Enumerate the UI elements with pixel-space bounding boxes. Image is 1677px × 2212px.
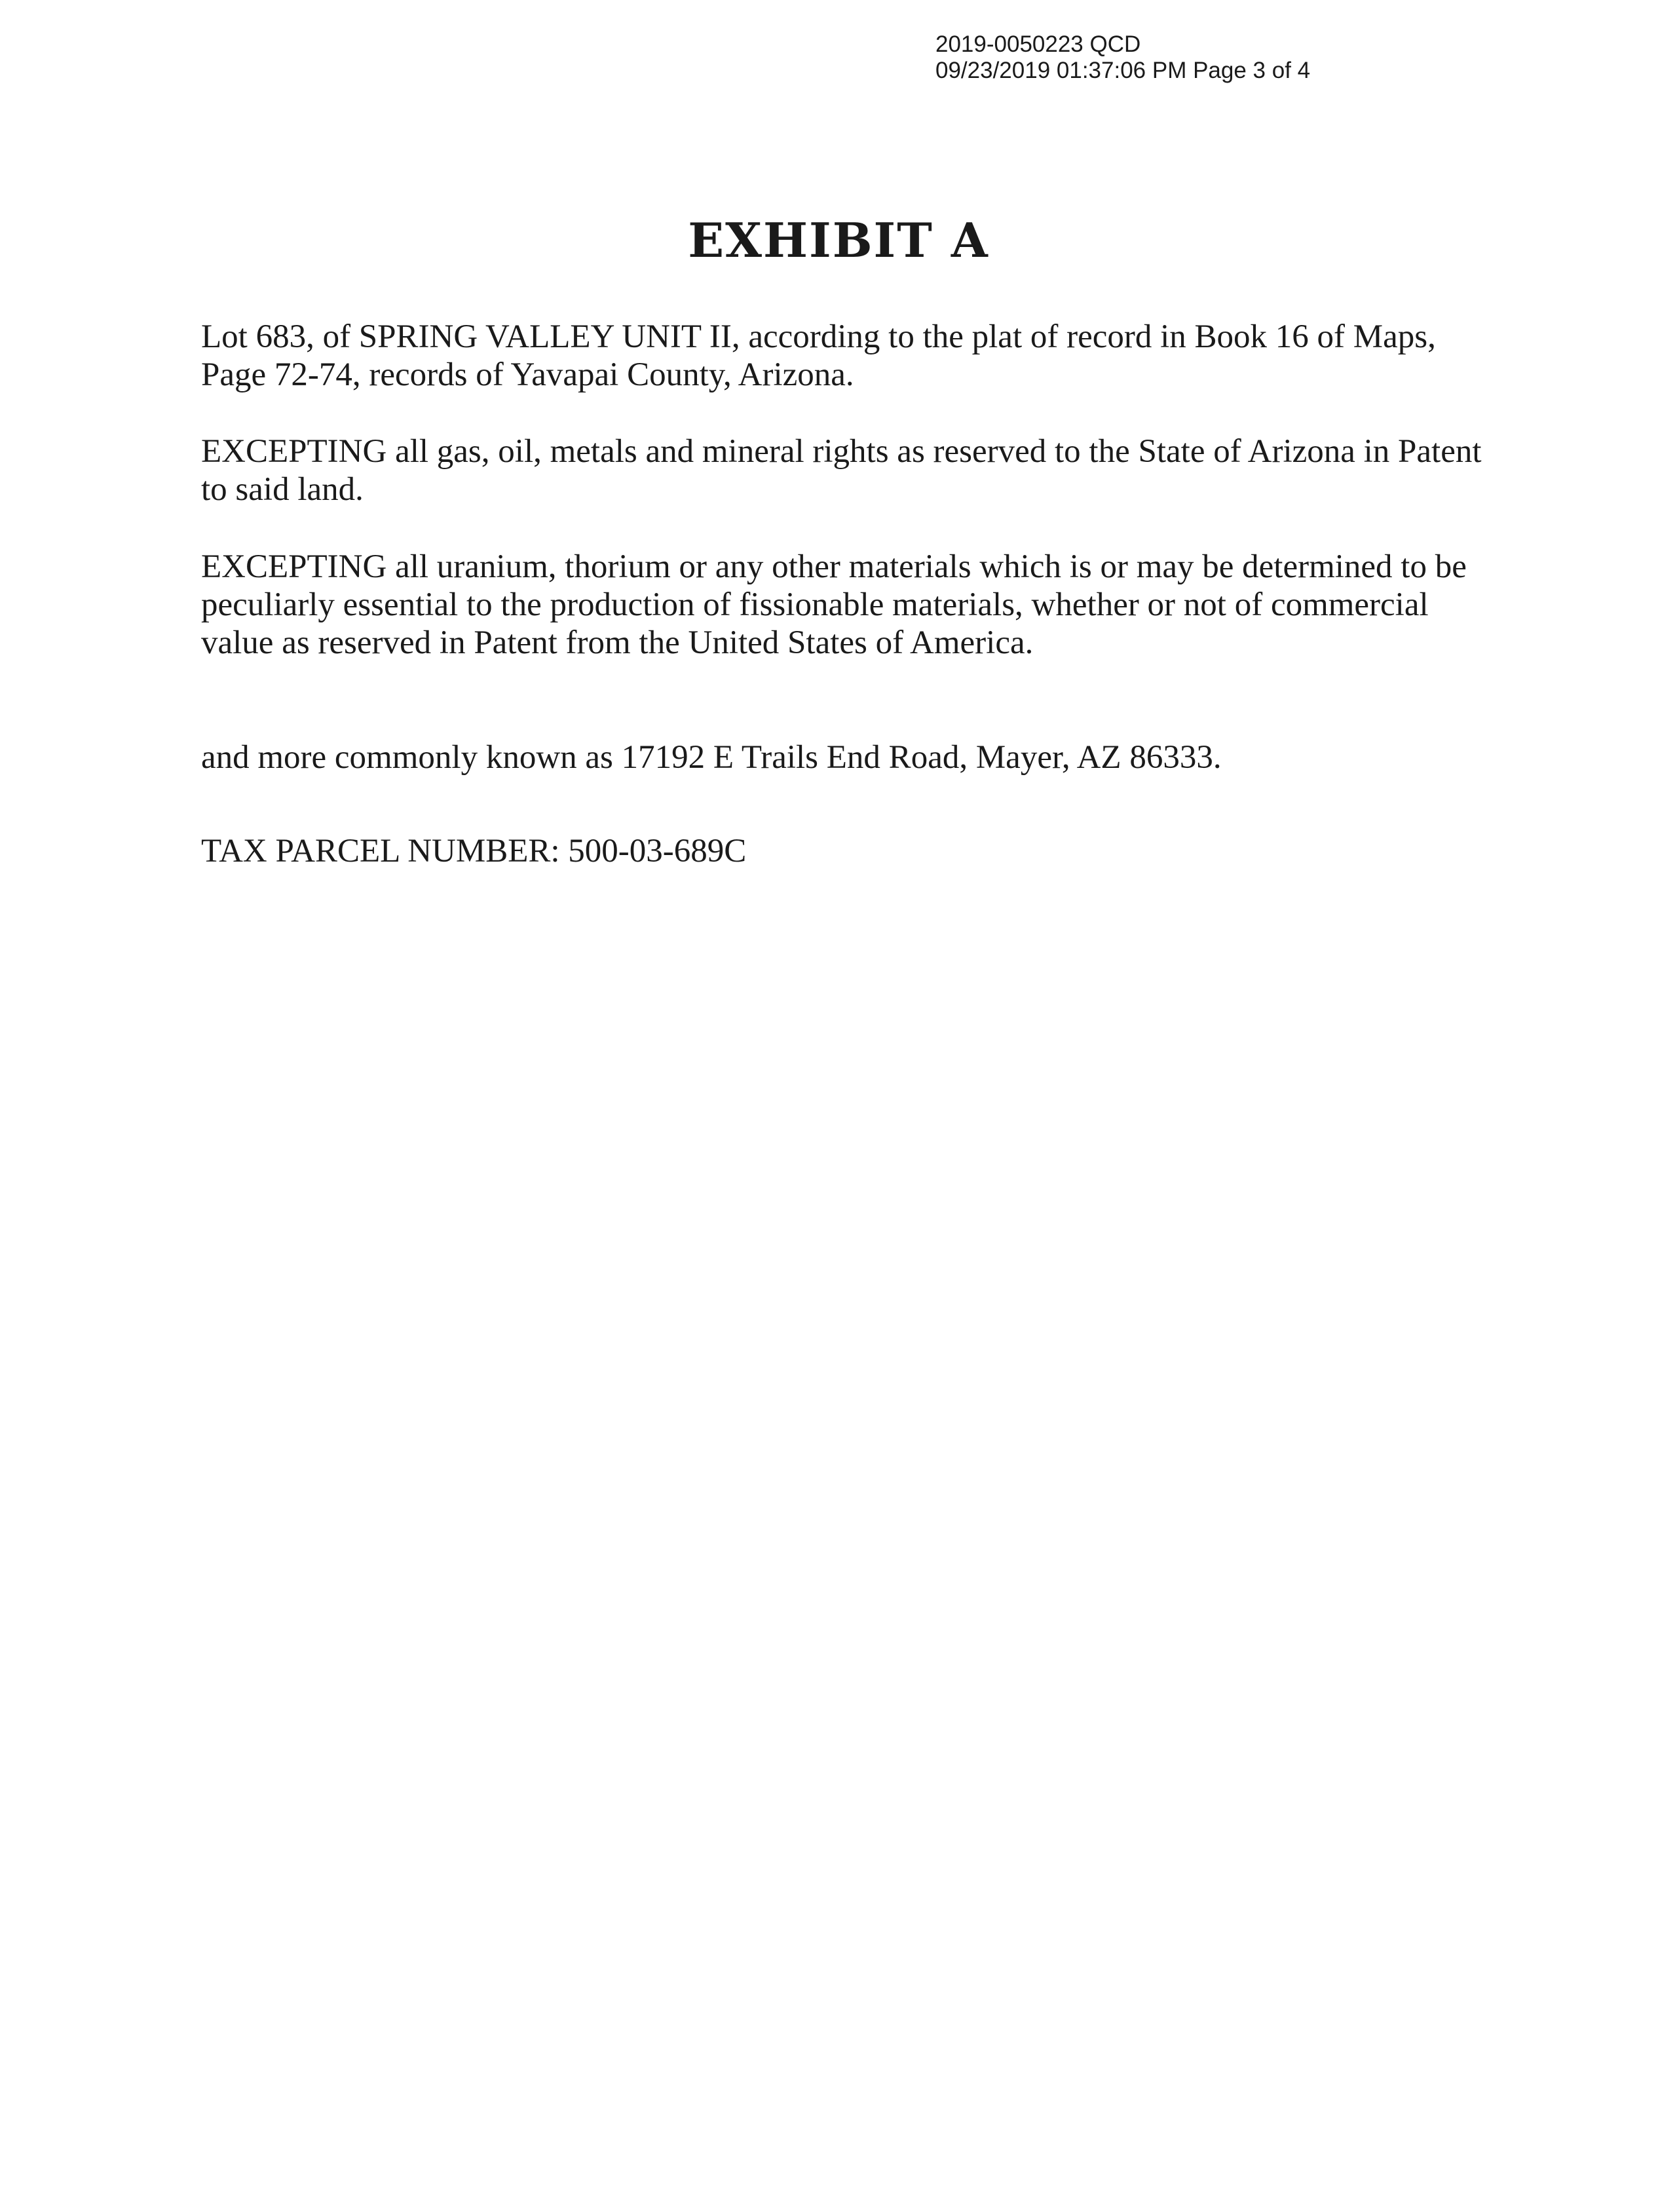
recording-date-page: 09/23/2019 01:37:06 PM Page 3 of 4 <box>935 58 1311 83</box>
fissionable-exception-line: EXCEPTING all uranium, thorium or any other materials which is or may be determined to be <box>201 548 1467 585</box>
legal-description-paragraph <box>201 318 1511 394</box>
recording-stamp <box>935 31 1310 84</box>
fissionable-exception-line: peculiarly essential to the production of fissionable materials, whether or not of commercial <box>201 586 1429 623</box>
mineral-exception-paragraph <box>201 432 1511 508</box>
fissionable-exception-paragraph <box>201 548 1511 662</box>
legal-description-line: Page 72-74, records of Yavapai County, Arizona. <box>201 356 854 393</box>
fissionable-exception-line: value as reserved in Patent from the United States of America. <box>201 624 1034 661</box>
exhibit-title: EXHIBIT A <box>688 212 989 268</box>
common-address: and more commonly known as 17192 E Trails End Road, Mayer, AZ 86333. <box>201 739 1222 776</box>
mineral-exception-line: to said land. <box>201 471 364 508</box>
recording-document-number: 2019-0050223 QCD <box>935 31 1141 57</box>
tax-parcel-number: TAX PARCEL NUMBER: 500-03-689C <box>201 833 747 869</box>
legal-description-line: Lot 683, of SPRING VALLEY UNIT II, according to the plat of record in Book 16 of Maps, <box>201 318 1436 355</box>
tax-parcel-paragraph <box>201 832 1511 870</box>
common-address-paragraph <box>201 738 1511 776</box>
mineral-exception-line: EXCEPTING all gas, oil, metals and mineral rights as reserved to the State of Arizona in Patent <box>201 433 1482 470</box>
